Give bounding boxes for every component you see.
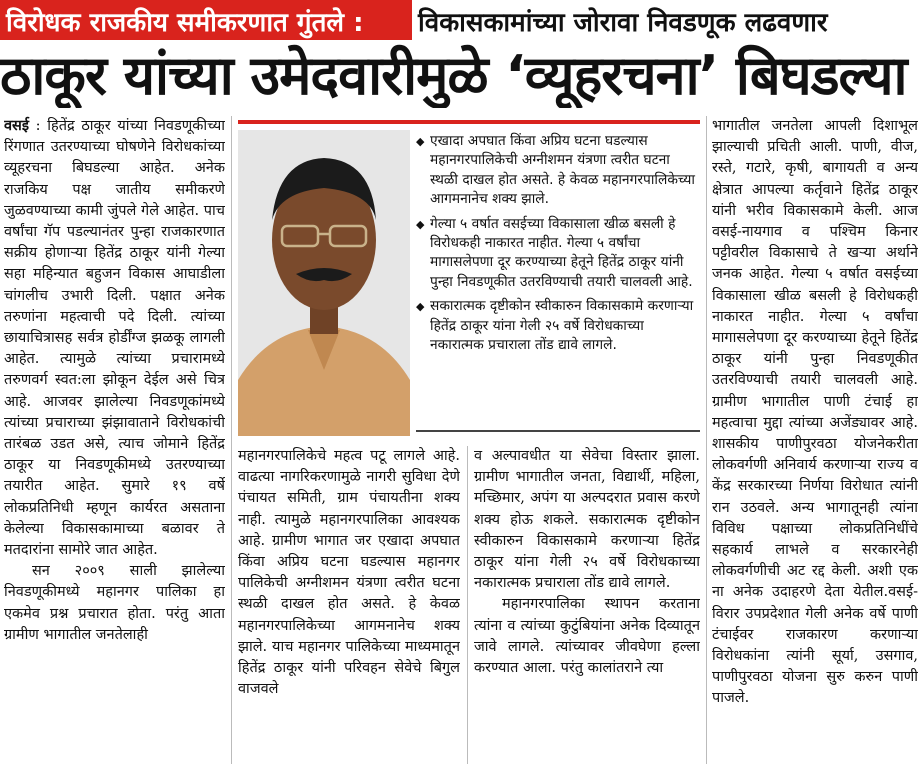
highlight-item [416,297,702,355]
article-paragraph-6: भागातील जनतेला आपली दिशाभूल झाल्याची प्रचिती आली. पाणी, वीज, रस्ते, गटारे, कृषी, बागायती व अन्य क्षेत्रात आपल्या कर्तृवाने हितेंद्र ठाकूर यांनी भरीव विकासकामे केली. आज वसई-नायगाव व पश्चिम किनार पट्टीवरील विकासाचे ते खऱ्या अर्थाने जनक आहेत. गेल्या ५ वर्षात वसईच्या विकासाला खीळ बसली हे विरोधकही नाकारत नाहीत. गेल्या ५ वर्षांचा मागासलेपणा दूर करण्याच्या हेतूने हितेंद्र ठाकूर यांनी पुन्हा निवडणूकीत उतरविण्याची तयारी चालवली आहे. ग्रामीण भागातील पाणी टंचाई हा महत्वाचा मुद्दा त्यांच्या अजेंड्यावर आहे. शासकीय पाणीपुरवठा योजनेकरीता लोकवर्गणी अनिवार्य करणाऱ्या राज्य व केंद्र सरकारच्या निर्णया विरोधात त्यांनी रान उठवले. अन्य भागातूनही त्यांना विविध पक्षाच्या लोकप्रतिनिधींचे सहकार्य लाभले व सरकारनेही लोकवर्गणीची अट रद्द केली. अशी एक ना अनेक उदाहरणे देता येतील.वसई-विरार उपप्रदेशात गेली अनेक वर्षे पाणी टंचाईवर राजकारण करणाऱ्या विरोधकांना त्यांनी सूर्या, उसगाव, पाणीपुरवठा योजना सुरु करुन पाणी पाजले. [712,118,918,707]
kicker-black-text: विकासकामांच्या जोरावा निवडणूक लढवणार [418,8,828,38]
kicker-banner [0,0,922,40]
column-divider-3 [706,116,707,764]
highlight-text: सकारात्मक दृष्टीकोन स्वीकारुन विकासकामे करणाऱ्या हितेंद्र ठाकूर यांना गेली २५ वर्षे विरोधकाच्या नकारात्मक प्रचाराला तोंड द्यावे लागले. [430,298,694,354]
article-column-3 [474,446,700,764]
article-column-4 [712,116,918,764]
headline: ठाकूर यांच्या उमेदवारीमुळे ‘व्यूहरचना’ बिघडल्या [0,44,907,107]
highlight-item [416,132,702,210]
accent-rule [238,120,700,124]
dateline: वसई [4,118,29,134]
paragraph-1-text: : हितेंद्र ठाकूर यांच्या निवडणूकीच्या रिंगणात उतरण्याच्या घोषणेने विरोधकांच्या व्यूहरचना बिघडल्या आहेत. अनेक राजकिय पक्ष जातीय समीकरणे जुळवण्याच्या कामी जुंपले गेले आहेत. पाच वर्षांचा गॅप पडल्यानंतर पुन्हा राजकारणात सक्रीय होणाऱ्या हितेंद्र ठाकूर यांनी गेल्या सहा महिन्यात बहुजन विकास आघाडीला चांगलीच उभारी दिली. पक्षात अनेक तरुणांना महत्वाची पदे दिली. त्यांच्या छायाचित्रासह सर्वत्र होर्डींग्ज झळकू लागली आहेत. त्यामुळे त्यांच्या प्रचारामध्ये तरुणवर्ग स्वत:ला झोकून देईल असे चित्र आहे. आजवर झालेल्या निवडणूकांमध्ये त्यांच्या प्रचाराच्या झंझावाताने विरोधकांची तारंबळ उडत असे, त्याच जोमाने हितेंद्र ठाकूर या निवडणूकीमध्ये उतरण्याच्या तयारीत आहेत. सुमारे १९ वर्षे लोकप्रतिनिधी म्हणून कार्यरत असताना केलेल्या विकासकामाच्या बळावर ते मतदारांना सामोरे जात आहेत. [4,118,225,559]
highlight-text: एखादा अपघात किंवा अप्रिय घटना घडल्यास महानगरपालिकेची अग्नीशमन यंत्रणा त्वरीत घटना स्थळी दाखल होत असते. हे केवळ महानगरपालिकेच्या आगमनानेच शक्य झाले. [430,133,695,208]
article-paragraph-3: महानगरपालिकेचे महत्व पटू लागले आहे. वाढत्या नागरिकरणामुळे नागरी सुविधा देणे पंचायत समिती, ग्राम पंचायतीना शक्य नाही. त्यामुळे महानगरपालिका आवश्यक आहे. ग्रामीण भागात जर एखादा अपघात किंवा अप्रिय घटना घडल्यास महानगर पालिकेची अग्नीशमन यंत्रणा त्वरीत घटना स्थळी दाखल होत असते. हे केवळ महानगरपालिकेच्या आगमनानेच शक्य झाले. याच महानगर पालिकेच्या माध्यमातून हितेंद्र ठाकूर यांनी परिवहन सेवेचे बिगुल वाजवले [238,448,460,698]
column-divider-1 [231,116,232,764]
column-divider-2 [467,446,468,764]
portrait-illustration [238,130,410,436]
kicker-red-text: विरोधक राजकीय समीकरणात गुंतले : [6,8,364,38]
article-paragraph-2: सन २००९ साली झालेल्या निवडणूकीमध्ये महानगर पालिका हा एकमेव प्रश्न प्रचारात होता. परंतु आता ग्रामीण भागातील जनतेलाही [4,563,225,643]
diamond-bullet-icon: ◆ [416,135,425,148]
article-paragraph-5: महानगरपालिका स्थापन करताना त्यांना व त्यांच्या कुटुंबियांना अनेक दिव्यातून जावे लागले. त्यांच्यावर जीवघेणा हल्ला करण्यात आला. परंतु कालांतराने त्या [474,596,700,677]
portrait-photo [238,130,410,436]
diamond-bullet-icon: ◆ [416,300,425,314]
article-column-1 [4,116,225,764]
article-paragraph-1 [4,116,225,561]
highlights-bottom-rule [416,430,700,432]
article-column-2 [238,446,460,764]
highlight-item [416,215,702,293]
highlights-box [416,132,702,432]
diamond-bullet-icon: ◆ [416,217,425,231]
highlight-text: गेल्या ५ वर्षात वसईच्या विकासाला खीळ बसली हे विरोधकही नाकारत नाहीत. गेल्या ५ वर्षांचा मागासलेपणा दूर करण्याच्या हेतूने हितेंद्र ठाकूर यांनी पुन्हा निवडणूकीत उतरविण्याची तयारी चालवली आहे. [430,215,693,290]
article-paragraph-4: व अल्पावधीत या सेवेचा विस्तार झाला. ग्रामीण भागातील जनता, विद्यार्थी, महिला, मच्छिमार, अपंग या अल्पदरात प्रवास करणे शक्य होऊ शकले. सकारात्मक दृष्टीकोन स्वीकारुन विकासकामे करणाऱ्या हितेंद्र ठाकूर यांना गेली २५ वर्षे विरोधकाच्या नकारात्मक प्रचाराला तोंड द्यावे लागले. [474,448,700,592]
